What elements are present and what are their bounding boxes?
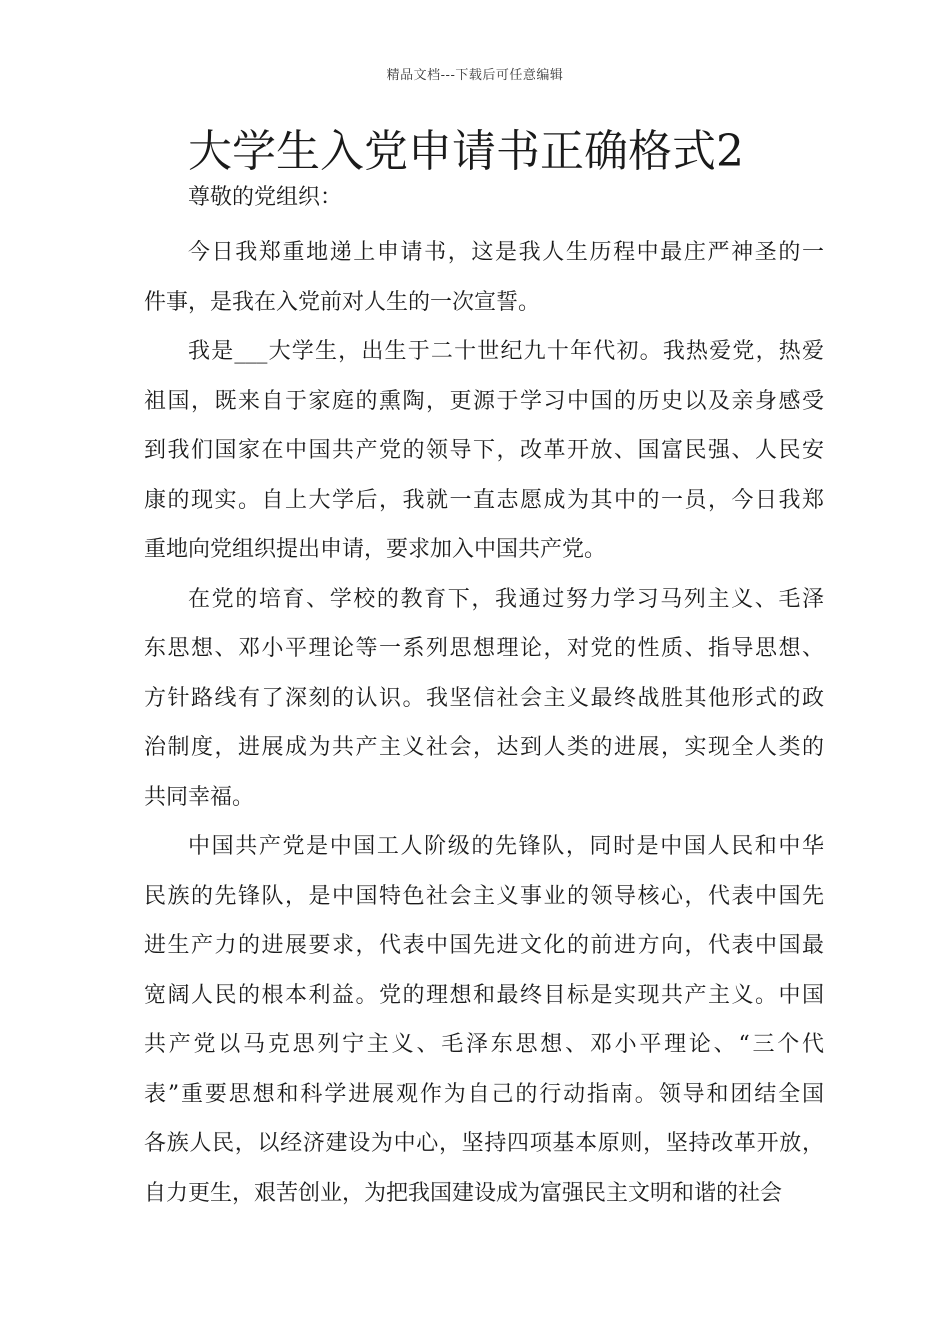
paragraph-line: 中国共产党是中国工人阶级的先锋队，同时是中国人民和中华: [188, 834, 824, 859]
paragraph-line: 重地向党组织提出申请，要求加入中国共产党。: [144, 537, 607, 562]
paragraph-line: 表”重要思想和科学进展观作为自己的行动指南。领导和团结全国: [144, 1081, 824, 1107]
paragraph-line: 进生产力的进展要求，代表中国先进文化的前进方向，代表中国最: [144, 933, 824, 958]
paragraph-line: 共产党以马克思列宁主义、毛泽东思想、邓小平理论、“三个代: [144, 1032, 824, 1057]
paragraph-2: [144, 327, 824, 575]
paragraph-line: 到我们国家在中国共产党的领导下，改革开放、国富民强、人民安: [144, 438, 824, 463]
paragraph-line: 康的现实。自上大学后，我就一直志愿成为其中的一员，今日我郑: [144, 487, 824, 513]
paragraph-line: 宽阔人民的根本利益。党的理想和最终目标是实现共产主义。中国: [144, 982, 824, 1008]
paragraph-line: 东思想、邓小平理论等一系列思想理论，对党的性质、指导思想、: [144, 636, 824, 661]
paragraph-3: [144, 575, 824, 823]
paragraph-line: 自力更生，艰苦创业，为把我国建设成为富强民主文明和谐的社会: [144, 1180, 783, 1206]
paragraph-line: 今日我郑重地递上申请书，这是我人生历程中最庄严神圣的一: [188, 240, 824, 265]
salutation: 尊敬的党组织：: [188, 185, 343, 210]
paragraph-line: 共同幸福。: [144, 784, 255, 810]
document-title: 大学生入党申请书正确格式2: [188, 126, 744, 177]
paragraph-4: [144, 822, 824, 1218]
document-body: [144, 126, 824, 1218]
paragraph-line: 在党的培育、学校的教育下，我通过努力学习马列主义、毛泽: [188, 586, 824, 612]
paragraph-line: 祖国，既来自于家庭的熏陶，更源于学习中国的历史以及亲身感受: [144, 388, 824, 414]
paragraph-1: [144, 228, 824, 327]
page-header: 精品文档---下载后可任意编辑: [386, 68, 564, 83]
paragraph-line: 件事，是我在入党前对人生的一次宣誓。: [144, 289, 541, 315]
paragraph-line: 民族的先锋队，是中国特色社会主义事业的领导核心，代表中国先: [144, 883, 824, 909]
paragraph-line: 我是___大学生，出生于二十世纪九十年代初。我热爱党，热爱: [188, 339, 824, 364]
paragraph-line: 治制度，进展成为共产主义社会，达到人类的进展，实现全人类的: [144, 735, 824, 760]
paragraph-line: 方针路线有了深刻的认识。我坚信社会主义最终战胜其他形式的政: [144, 685, 824, 711]
paragraph-line: 各族人民，以经济建设为中心，坚持四项基本原则，坚持改革开放，: [144, 1131, 824, 1156]
